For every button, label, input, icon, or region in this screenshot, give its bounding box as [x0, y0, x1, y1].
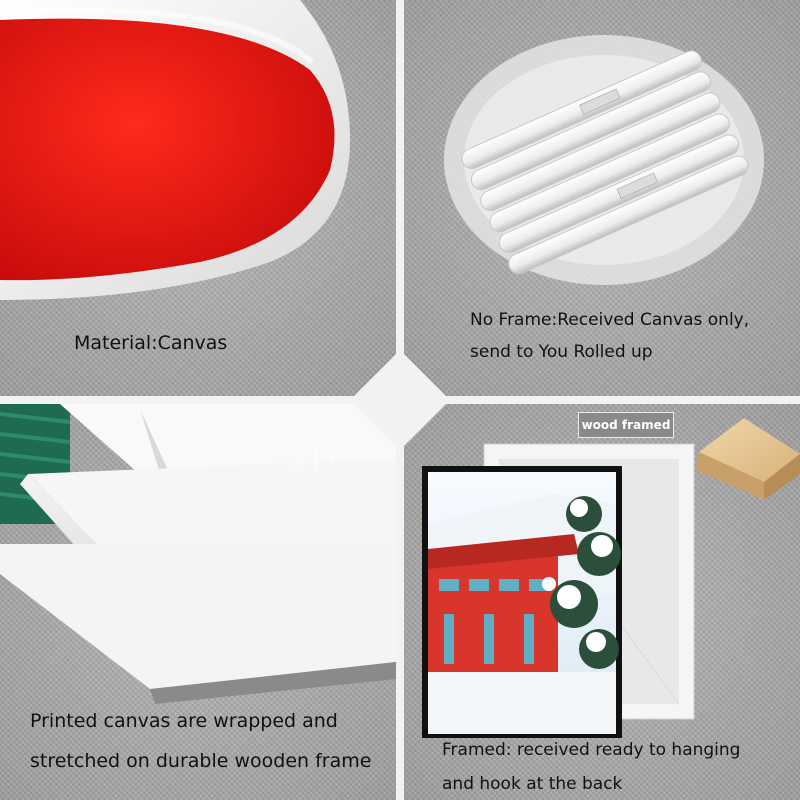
framed-caption-line1: Framed: received ready to hanging [442, 740, 741, 760]
watermark-text: 2D [286, 440, 339, 480]
printed-caption-line2: stretched on durable wooden frame [30, 750, 372, 772]
framed-caption-line2: and hook at the back [442, 774, 623, 794]
no-frame-caption-line2: send to You Rolled up [470, 342, 653, 362]
printed-caption-line1: Printed canvas are wrapped and [30, 710, 338, 732]
center-diamond [320, 320, 480, 480]
wood-framed-label: wood framed [578, 412, 674, 438]
no-frame-caption-line1: No Frame:Received Canvas only, [470, 310, 750, 330]
material-caption: Material:Canvas [74, 332, 228, 354]
